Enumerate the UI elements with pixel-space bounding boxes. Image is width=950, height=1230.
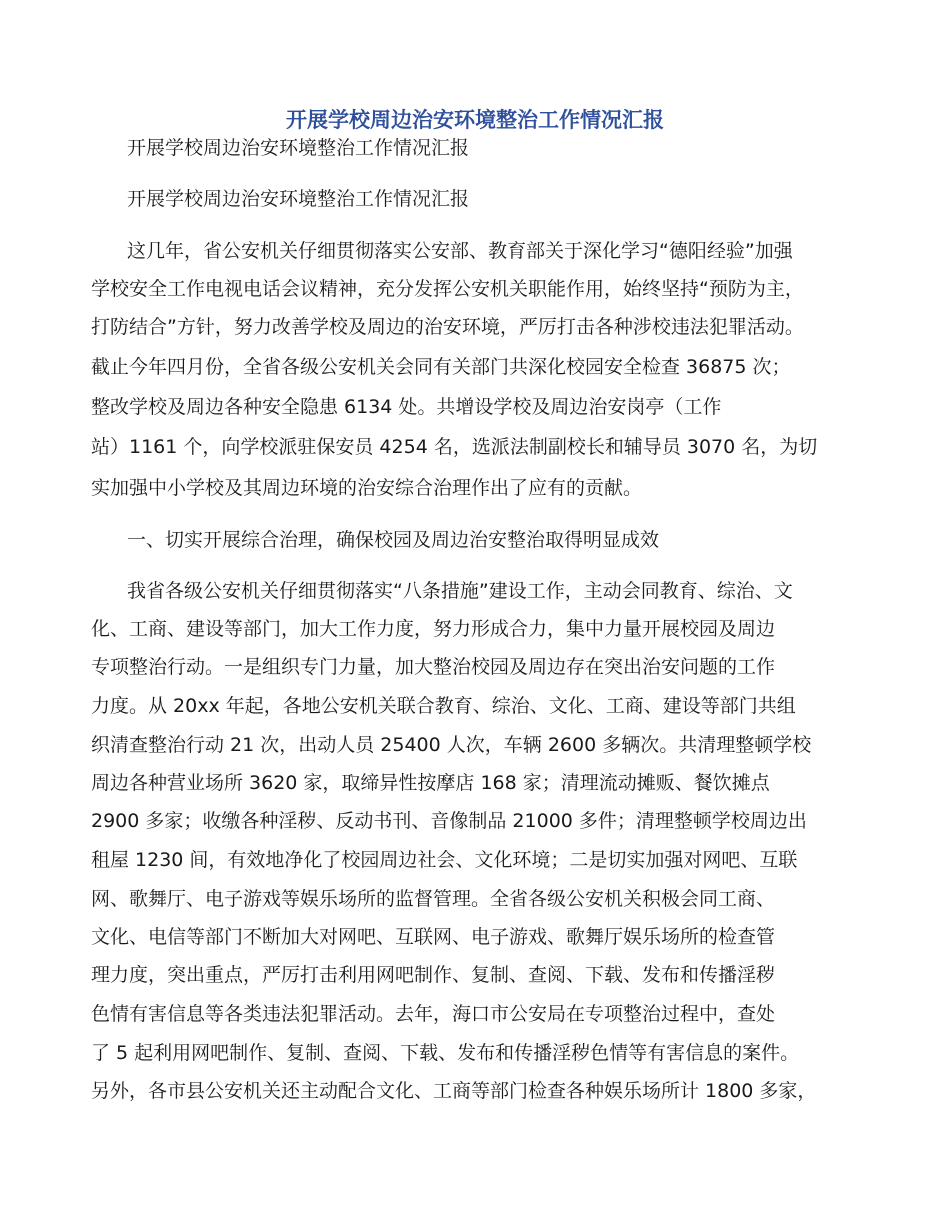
paragraph-line: 整改学校及周边各种安全隐患 6134 处。共增设学校及周边治安岗亭（工作 [91, 396, 722, 418]
paragraph-line: 织清查整治行动 21 次，出动人员 25400 人次，车辆 2600 多辆次。共清理整顿学校 [91, 734, 812, 756]
paragraph-line: 我省各级公安机关仔细贯彻落实“八条措施”建设工作，主动会同教育、综治、文 [127, 580, 793, 602]
paragraph-line: 专项整治行动。一是组织专门力量，加大整治校园及周边存在突出治安问题的工作 [91, 656, 776, 678]
paragraph-line: 文化、电信等部门不断加大对网吧、互联网、电子游戏、歌舞厅娱乐场所的检查管 [91, 926, 776, 948]
paragraph-line: 色情有害信息等各类违法犯罪活动。去年，海口市公安局在专项整治过程中，查处 [91, 1003, 776, 1025]
paragraph-line: 截止今年四月份，全省各级公安机关会同有关部门共深化校园安全检查 36875 次； [91, 356, 791, 378]
paragraph-line: 理力度，突出重点，严厉打击利用网吧制作、复制、查阅、下载、发布和传播淫秽 [91, 964, 776, 986]
paragraph-line: 学校安全工作电视电话会议精神，充分发挥公安机关职能作用，始终坚持“预防为主， [91, 278, 804, 300]
paragraph-line: 打防结合”方针，努力改善学校及周边的治安环境，严厉打击各种涉校违法犯罪活动。 [91, 316, 804, 338]
paragraph-line: 另外，各市县公安机关还主动配合文化、工商等部门检查各种娱乐场所计 1800 多家， [91, 1080, 817, 1102]
document-title: 开展学校周边治安环境整治工作情况汇报 [286, 107, 664, 132]
paragraph-line: 这几年，省公安机关仔细贯彻落实公安部、教育部关于深化学习“德阳经验”加强 [127, 240, 793, 262]
paragraph-line: 周边各种营业场所 3620 家，取缔异性按摩店 168 家；清理流动摊贩、餐饮摊点 [91, 772, 770, 794]
paragraph-line: 了 5 起利用网吧制作、复制、查阅、下载、发布和传播淫秽色情等有害信息的案件。 [91, 1042, 800, 1064]
paragraph-line: 化、工商、建设等部门，加大工作力度，努力形成合力，集中力量开展校园及周边 [91, 618, 776, 640]
paragraph-line: 站）1161 个，向学校派驻保安员 4254 名，选派法制副校长和辅导员 3070 名，为切 [91, 436, 818, 458]
subtitle-line: 开展学校周边治安环境整治工作情况汇报 [127, 137, 470, 159]
section-heading: 一、切实开展综合治理，确保校园及周边治安整治取得明显成效 [127, 529, 660, 551]
paragraph-line: 实加强中小学校及其周边环境的治安综合治理作出了应有的贡献。 [91, 477, 643, 499]
paragraph-line: 2900 多家；收缴各种淫秽、反动书刊、音像制品 21000 多件；清理整顿学校周边出 [91, 810, 807, 832]
subtitle-line: 开展学校周边治安环境整治工作情况汇报 [127, 188, 470, 210]
paragraph-line: 租屋 1230 间，有效地净化了校园周边社会、文化环境；二是切实加强对网吧、互联 [91, 849, 798, 871]
paragraph-line: 力度。从 20xx 年起，各地公安机关联合教育、综治、文化、工商、建设等部门共组 [91, 695, 796, 717]
paragraph-line: 网、歌舞厅、电子游戏等娱乐场所的监督管理。全省各级公安机关积极会同工商、 [91, 888, 776, 910]
